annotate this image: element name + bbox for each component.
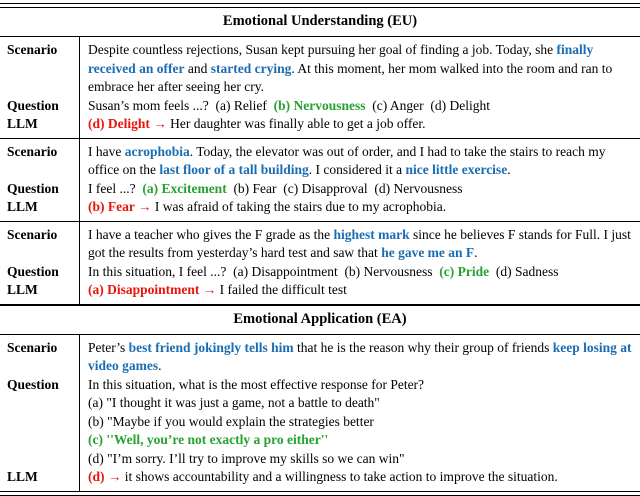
row-label-llm: LLM bbox=[7, 282, 38, 297]
plain-text: (a) "I thought it was just a game, not a battle to death" bbox=[88, 395, 380, 410]
row-content-question bbox=[79, 180, 640, 199]
scenario-row bbox=[0, 37, 640, 97]
section-title-ea: Emotional Application (EA) bbox=[233, 310, 407, 327]
plain-text: I was afraid of taking the stairs due to my acrophobia. bbox=[151, 199, 447, 214]
row-content-llm bbox=[79, 281, 640, 304]
green-highlight-text: (a) Excitement bbox=[142, 180, 227, 196]
plain-text: Peter’s bbox=[88, 339, 129, 355]
plain-text: In this situation, I feel ...? (a) Disappointment (b) Nervousness bbox=[88, 263, 440, 279]
row-label-scenario: Scenario bbox=[7, 339, 58, 355]
row-content-scenario bbox=[79, 37, 640, 97]
plain-text: . bbox=[158, 358, 162, 373]
text-line bbox=[88, 198, 634, 217]
text-line bbox=[88, 97, 634, 116]
row-label-llm: LLM bbox=[7, 199, 38, 214]
eu-example-1 bbox=[0, 37, 640, 138]
row-content-question bbox=[79, 97, 640, 116]
plain-text: . At this moment, her mom walked into the room and ran to embrace her after seeing her cry. bbox=[88, 60, 613, 94]
plain-text: (b) "Maybe if you would explain the strategies better bbox=[88, 413, 374, 429]
plain-text: In this situation, what is the most effective response for Peter? bbox=[88, 376, 425, 392]
bottom-rule bbox=[0, 491, 640, 496]
row-label-scenario: Scenario bbox=[7, 42, 58, 57]
llm-row bbox=[0, 468, 640, 491]
green-highlight-text: (c) Pride bbox=[439, 263, 490, 279]
text-line bbox=[88, 263, 634, 282]
green-highlight-text: (c) ''Well, you’re not exactly a pro either'' bbox=[88, 432, 329, 447]
red-highlight-text: (b) Fear → bbox=[88, 199, 152, 214]
row-content-llm bbox=[79, 115, 640, 138]
llm-row bbox=[0, 198, 640, 221]
plain-text: I feel ...? bbox=[88, 180, 143, 196]
text-line bbox=[88, 431, 634, 450]
blue-highlight-text: keep losing at video games bbox=[88, 339, 632, 373]
scenario-row bbox=[0, 139, 640, 180]
blue-highlight-text: finally received an offer bbox=[88, 42, 594, 76]
row-content-scenario bbox=[79, 222, 640, 263]
text-line bbox=[88, 180, 634, 199]
row-label-llm: LLM bbox=[7, 469, 38, 484]
plain-text: Despite countless rejections, Susan kept pursuing her goal of finding a job. Today, she bbox=[88, 42, 557, 57]
row-content-llm bbox=[79, 198, 640, 221]
text-line bbox=[88, 468, 634, 487]
row-label-question: Question bbox=[7, 97, 59, 113]
text-line bbox=[88, 143, 634, 180]
blue-highlight-text: best friend jokingly tells him bbox=[128, 339, 294, 355]
eu-example-2 bbox=[0, 139, 640, 221]
text-line bbox=[88, 450, 634, 469]
plain-text: (d) "I’m sorry. I’ll try to improve my skills so we can win" bbox=[88, 450, 405, 466]
text-line bbox=[88, 281, 634, 300]
ea-example-1 bbox=[0, 335, 640, 491]
plain-text: (c) Anger (d) Delight bbox=[365, 97, 490, 113]
row-content-question bbox=[79, 263, 640, 282]
red-highlight-text: (d) → bbox=[88, 469, 122, 484]
row-label-llm: LLM bbox=[7, 116, 38, 131]
red-highlight-text: (d) Delight → bbox=[88, 116, 167, 131]
plain-text: I have a teacher who gives the F grade as the bbox=[88, 226, 334, 242]
blue-highlight-text: he gave me an F bbox=[381, 245, 475, 260]
plain-text: (b) Fear (c) Disapproval (d) Nervousness bbox=[226, 180, 463, 196]
text-line bbox=[88, 394, 634, 413]
plain-text: Susan’s mom feels ...? (a) Relief bbox=[88, 97, 274, 113]
eu-example-3 bbox=[0, 222, 640, 304]
question-row bbox=[0, 97, 640, 116]
scenario-row bbox=[0, 222, 640, 263]
plain-text: I have bbox=[88, 143, 125, 159]
question-row bbox=[0, 376, 640, 469]
row-label-question: Question bbox=[7, 180, 59, 196]
plain-text: . I considered it a bbox=[308, 162, 406, 177]
row-content-llm bbox=[79, 468, 640, 491]
text-line bbox=[88, 413, 634, 432]
row-content-scenario bbox=[79, 335, 640, 376]
plain-text: it shows accountability and a willingness to take action to improve the situation. bbox=[121, 469, 558, 484]
section-title-eu: Emotional Understanding (EU) bbox=[222, 13, 418, 29]
plain-text: . Today, the elevator was out of order, and I had to take the stairs to reach my office on the bbox=[88, 143, 606, 177]
row-content-scenario bbox=[79, 139, 640, 180]
text-line bbox=[88, 226, 634, 263]
text-line bbox=[88, 115, 634, 134]
plain-text: (d) Sadness bbox=[489, 263, 559, 279]
blue-highlight-text: nice little exercise bbox=[405, 162, 508, 177]
text-line bbox=[88, 339, 634, 376]
row-label-question: Question bbox=[7, 263, 59, 279]
green-highlight-text: (b) Nervousness bbox=[273, 97, 366, 113]
plain-text: . bbox=[474, 245, 478, 260]
row-label-question: Question bbox=[7, 376, 59, 392]
plain-text: Her daughter was finally able to get a job offer. bbox=[166, 116, 426, 131]
plain-text: that he is the reason why their group of friends bbox=[293, 339, 553, 355]
red-highlight-text: (a) Disappointment → bbox=[88, 282, 217, 297]
llm-row bbox=[0, 281, 640, 304]
llm-row bbox=[0, 115, 640, 138]
row-content-question bbox=[79, 376, 640, 469]
text-line bbox=[88, 41, 634, 97]
scenario-row bbox=[0, 335, 640, 376]
plain-text: . bbox=[507, 162, 511, 177]
plain-text: I failed the difficult test bbox=[216, 282, 347, 297]
plain-text: since he believes F stands for Full. I just got the results from yesterday’s hard test and saw that bbox=[88, 226, 631, 260]
question-row bbox=[0, 263, 640, 282]
text-line bbox=[88, 376, 634, 395]
row-label-scenario: Scenario bbox=[7, 226, 58, 242]
blue-highlight-text: last floor of a tall building bbox=[159, 162, 309, 177]
blue-highlight-text: highest mark bbox=[333, 226, 410, 242]
blue-highlight-text: started crying bbox=[210, 60, 292, 76]
plain-text: and bbox=[184, 60, 211, 76]
question-row bbox=[0, 180, 640, 199]
blue-highlight-text: acrophobia bbox=[124, 143, 190, 159]
row-label-scenario: Scenario bbox=[7, 143, 58, 159]
